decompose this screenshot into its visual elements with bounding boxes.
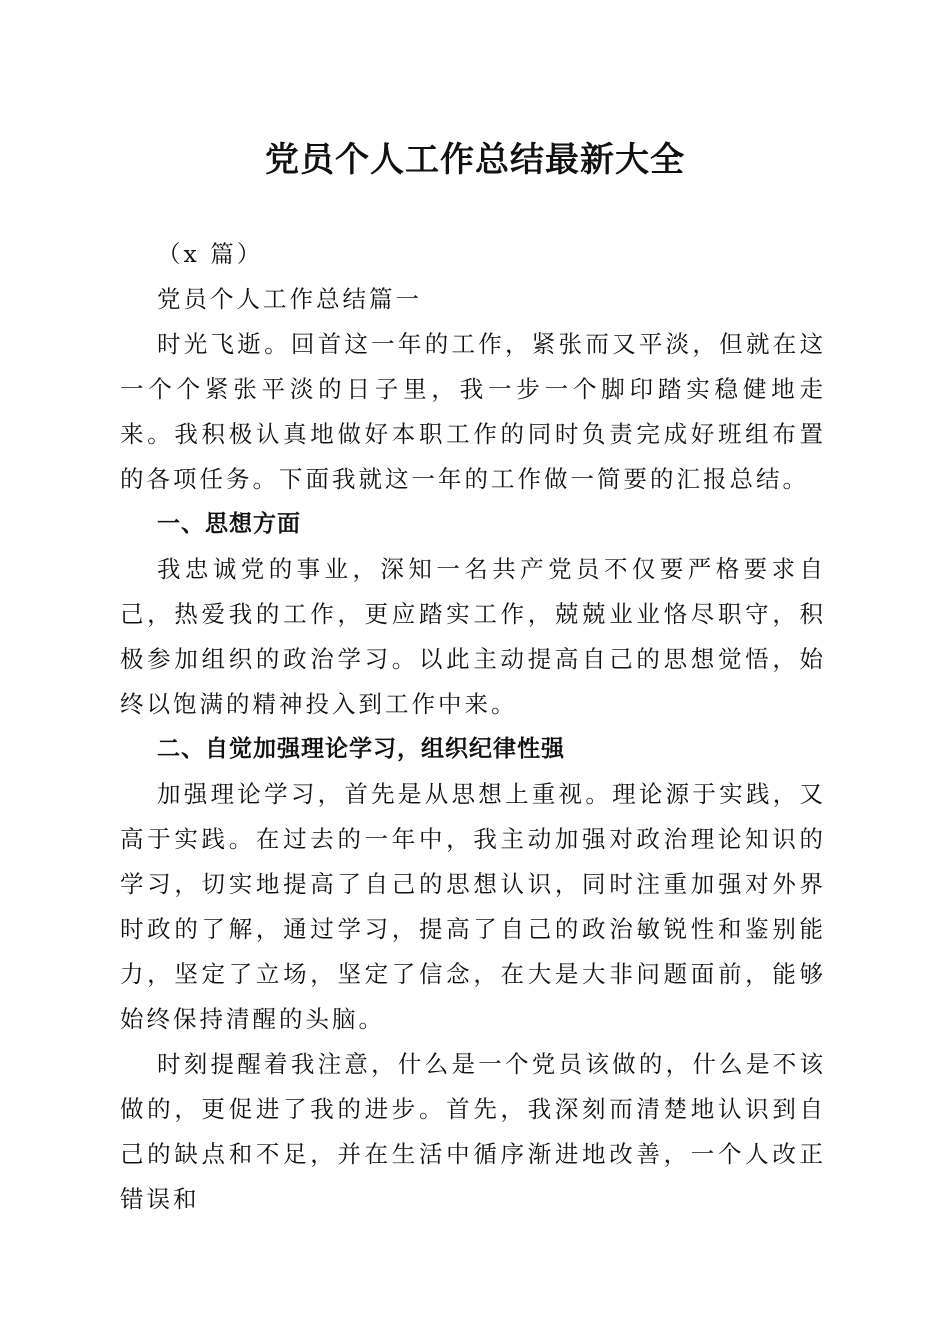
paragraph-reminder: 时刻提醒着我注意，什么是一个党员该做的，什么是不该做的，更促进了我的进步。首先，我深刻而清楚地认识到自己的缺点和不足，并在生活中循序渐进地改善，一个人改正错误和 bbox=[120, 1050, 826, 1213]
section-heading-1: 一、思想方面 bbox=[157, 511, 301, 537]
paragraph-section-count: （x 篇） bbox=[157, 240, 264, 268]
section-heading-2: 二、自觉加强理论学习，组织纪律性强 bbox=[157, 736, 565, 762]
paragraph-thoughts: 我忠诚党的事业，深知一名共产党员不仅要严格要求自己，热爱我的工作，更应踏实工作，兢兢业业恪尽职守，积极参加组织的政治学习。以此主动提高自己的思想觉悟，始终以饱满的精神投入到工作中来。 bbox=[120, 555, 826, 718]
paragraph-subtitle: 党员个人工作总结篇一 bbox=[157, 285, 422, 313]
paragraph-theory-study: 加强理论学习，首先是从思想上重视。理论源于实践，又高于实践。在过去的一年中，我主动加强对政治理论知识的学习，切实地提高了自己的思想认识，同时注重加强对外界时政的了解，通过学习，提高了自己的政治敏锐性和鉴别能力，坚定了立场，坚定了信念，在大是大非问题面前，能够始终保持清醒的头脑。 bbox=[120, 780, 826, 1033]
document-body bbox=[120, 232, 826, 1222]
paragraph-intro: 时光飞逝。回首这一年的工作，紧张而又平淡，但就在这一个个紧张平淡的日子里，我一步一个脚印踏实稳健地走来。我积极认真地做好本职工作的同时负责完成好班组布置的各项任务。下面我就这一年的工作做一简要的汇报总结。 bbox=[120, 330, 826, 493]
document-title: 党员个人工作总结最新大全 bbox=[265, 140, 685, 180]
